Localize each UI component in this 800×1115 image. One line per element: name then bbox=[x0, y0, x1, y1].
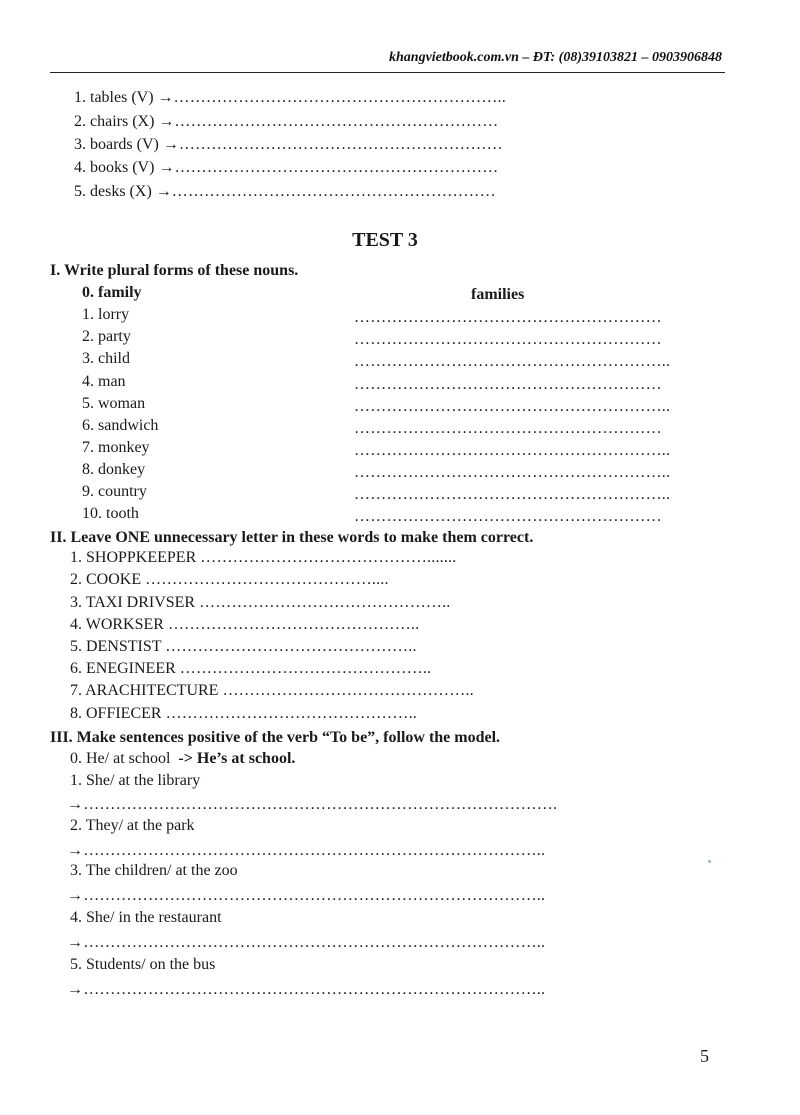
answer-blank[interactable]: ……………………………………….. bbox=[167, 616, 420, 633]
answer-blank[interactable]: ………………………………………………… bbox=[354, 420, 662, 437]
top-exercise-item: 5. desks (X) →…………………………………………………… bbox=[74, 183, 496, 200]
sentence-answer-blank[interactable]: →………………………………………………………………………….. bbox=[67, 934, 546, 951]
section-3-heading: III. Make sentences positive of the verb “To be”, follow the model. bbox=[50, 729, 501, 746]
answer-blank[interactable]: ………………………………………………….. bbox=[354, 353, 671, 370]
test-title: TEST 3 bbox=[352, 229, 418, 251]
section-1-heading: I. Write plural forms of these nouns. bbox=[50, 262, 299, 279]
noun-item: 5. woman bbox=[82, 395, 146, 412]
top-exercise-item: 2. chairs (X) →…………………………………………………… bbox=[74, 113, 499, 130]
section-1-example-answer: families bbox=[471, 286, 525, 303]
misspelled-word-item: 8. OFFIECER ……………………………………….. bbox=[70, 705, 417, 722]
answer-blank[interactable]: ………………………………………………… bbox=[354, 508, 662, 525]
misspelled-word-item: 5. DENSTIST ……………………………………….. bbox=[70, 638, 417, 655]
sentence-answer-blank[interactable]: →………………………………………………………………………….. bbox=[67, 981, 546, 998]
noun-item: 3. child bbox=[82, 350, 130, 367]
answer-blank[interactable]: ……………………………………….. bbox=[165, 705, 417, 722]
sentence-answer-blank[interactable]: →………………………………………………………………………….. bbox=[67, 887, 546, 904]
sentence-answer-blank[interactable]: →……………………………………………………………………………. bbox=[67, 796, 558, 813]
answer-blank[interactable]: ……………………………………….. bbox=[199, 594, 451, 611]
misspelled-word-item: 6. ENEGINEER ……………………………………….. bbox=[70, 660, 432, 677]
section-1-example-noun: 0. family bbox=[82, 284, 142, 301]
header-rule bbox=[50, 72, 725, 73]
sentence-prompt: 3. The children/ at the zoo bbox=[70, 862, 238, 879]
misspelled-word-item: 4. WORKSER ……………………………………….. bbox=[70, 616, 420, 633]
noun-item: 4. man bbox=[82, 373, 126, 390]
scan-speck bbox=[708, 860, 711, 863]
answer-blank[interactable]: ……………………………………….. bbox=[179, 660, 432, 677]
top-exercise-item: 3. boards (V) →…………………………………………………… bbox=[74, 136, 503, 153]
sentence-answer-blank[interactable]: →………………………………………………………………………….. bbox=[67, 842, 546, 859]
answer-blank[interactable]: ………………………………………………….. bbox=[354, 442, 671, 459]
sentence-prompt: 5. Students/ on the bus bbox=[70, 956, 216, 973]
noun-item: 9. country bbox=[82, 483, 147, 500]
answer-blank[interactable]: ………………………………………………… bbox=[354, 376, 662, 393]
answer-blank[interactable]: ………………………………………………… bbox=[354, 331, 662, 348]
sentence-prompt: 1. She/ at the library bbox=[70, 772, 201, 789]
misspelled-word-item: 1. SHOPPKEEPER ……………………………………....... bbox=[70, 549, 457, 566]
answer-blank[interactable]: ……………………………………....... bbox=[200, 549, 457, 566]
noun-item: 8. donkey bbox=[82, 461, 146, 478]
noun-item: 2. party bbox=[82, 328, 131, 345]
section-3-example: 0. He/ at school -> He’s at school. bbox=[70, 750, 296, 767]
answer-blank[interactable]: ………………………………………………… bbox=[354, 309, 662, 326]
page-number: 5 bbox=[700, 1046, 709, 1066]
top-exercise-item: 1. tables (V) →…………………………………………………….. bbox=[74, 89, 506, 106]
noun-item: 6. sandwich bbox=[82, 417, 159, 434]
sentence-prompt: 2. They/ at the park bbox=[70, 817, 195, 834]
misspelled-word-item: 2. COOKE …………………………………….... bbox=[70, 571, 389, 588]
answer-blank[interactable]: ……………………………………….. bbox=[222, 682, 474, 699]
section-2-heading: II. Leave ONE unnecessary letter in these words to make them correct. bbox=[50, 529, 534, 546]
answer-blank[interactable]: ………………………………………………….. bbox=[354, 486, 671, 503]
misspelled-word-item: 3. TAXI DRIVSER ……………………………………….. bbox=[70, 594, 451, 611]
sentence-prompt: 4. She/ in the restaurant bbox=[70, 909, 222, 926]
noun-item: 7. monkey bbox=[82, 439, 150, 456]
header-publisher-text: khangvietbook.com.vn – ĐT: (08)39103821 – 0903906848 bbox=[389, 50, 722, 65]
answer-blank[interactable]: ………………………………………………….. bbox=[354, 398, 671, 415]
misspelled-word-item: 7. ARACHITECTURE ……………………………………….. bbox=[70, 682, 474, 699]
top-exercise-item: 4. books (V) →…………………………………………………… bbox=[74, 159, 499, 176]
answer-blank[interactable]: ………………………………………………….. bbox=[354, 464, 671, 481]
answer-blank[interactable]: …………………………………….... bbox=[145, 571, 389, 588]
answer-blank[interactable]: ……………………………………….. bbox=[165, 638, 417, 655]
noun-item: 10. tooth bbox=[82, 505, 139, 522]
noun-item: 1. lorry bbox=[82, 306, 130, 323]
